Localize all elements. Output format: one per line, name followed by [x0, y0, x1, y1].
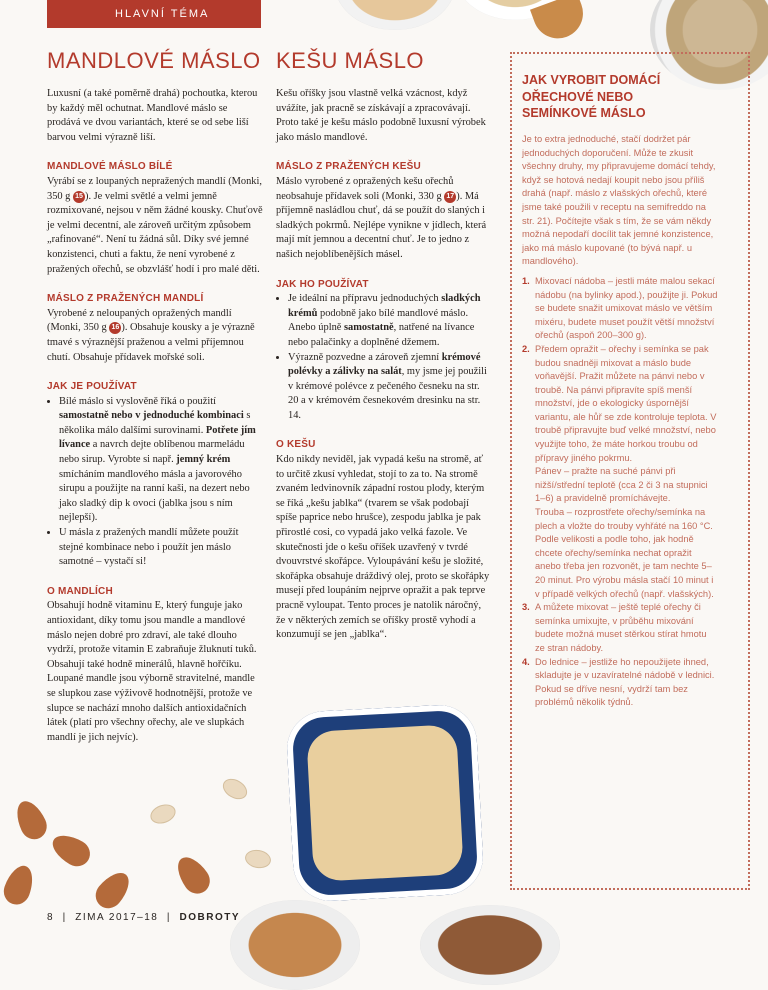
cashew-image: [244, 848, 273, 870]
magazine-name: DOBROTY: [179, 912, 241, 923]
almond-image: [90, 866, 136, 913]
list-item: • Výrazně pozvedne a zároveň zjemní krémové polévky a zálivky na salát, my jsme jej použili v krémové polévce z pečeného česneku na str. 20 a v krémovém česnekovém dresinku na str. 14.: [288, 351, 492, 424]
list-item: • U másla z pražených mandlí můžete použít stejné kombinace nebo i použít jen máslo samotné – vystačí si!: [59, 526, 263, 570]
almond-image: [11, 796, 51, 843]
paragraph: Kdo nikdy neviděl, jak vypadá kešu na stromě, ať to určitě zkusí vyhledat, stojí to za to. Na stromě zvaném ledvinovník západní rostou plody, kterým se říká „kešu jablka“ (tvarem se však podobají spíše paprice nebo hrušce), zespodu jablka je pak přirostlé cosi, co vypadá jako velká fazole. Ve skutečnosti jde o kešu oříšek uzavřený v tvrdé dvouvrstvé skořápce. Vyloupávání kešu je složité, skořápka obsahuje dráždivý olej, proto se skořápky musejí před loupáním nejprve opražit a pak teprve pracně vyloupat. Tento proces je natolik náročný, že v některých zemích se oříšky prostě vyhodí a konzumují se jen „jablka“.: [276, 454, 490, 641]
cashew-butter-dish-image: [285, 703, 485, 903]
section-heading: JAK HO POUŽÍVAT: [276, 278, 369, 290]
section-heading: JAK JE POUŽÍVAT: [47, 381, 137, 393]
intro-text: Luxusní (a také poměrně drahá) pochoutka, kterou by každý měl ochutnat. Mandlové máslo se prodává ve dvou variantách, které se od sebe liší barvou velmi výrazně liší.: [47, 88, 258, 143]
step-item: Pánev – pražte na suché pánvi při nižší/střední teplotě (cca 2 či 3 na stupnici 1–6) a pravidelně promíchávejte.: [535, 466, 708, 504]
paragraph: Obsahují hodně vitaminu E, který funguje jako antioxidant, díky tomu jsou mandle a mandlové máslo nejen dobré pro zdraví, ale také dlouho vydrží, protože vitamin E zabraňuje žluknutí tuků. Obsahují také hodně minerálů, hlavně hořčíku. Loupané mandle jsou výborně stravitelné, mandle se slupkou zase výživově hodnotnější, protože ve slupce se nachází mnoho dalších antioxidačních látek (platí pro všechny ořechy, ale ve slupkách mandlí je jich nejvíc).: [47, 600, 257, 743]
page-number: 8: [47, 912, 55, 923]
almond-image: [171, 851, 215, 899]
page-footer: 8 | ZIMA 2017–18 | DOBROTY: [47, 912, 241, 923]
article-title-cashew: KEŠU MÁSLO: [276, 48, 425, 73]
spoon-image: [530, 0, 590, 45]
paragraph: Vyrábí se z loupaných nepražených mandlí (Monki, 350 g 15 ). Je velmi světlé a velmi jemně rozmixované, nejsou v něm žádné kousky. Chuťově je velmi decentní, ale zároveň určitým způsobem „rafinované“. Není tu žádná sůl. Díky své jemné konzistenci, chuti a faktu, že není vyrobené z pražených ořechů, se obzvlášť hodí i pro malé děti.: [47, 175, 263, 275]
bowl-image: [230, 900, 360, 990]
almond-image: [0, 862, 38, 908]
section-tag: HLAVNÍ TÉMA: [47, 0, 261, 28]
step-item: 1. Mixovací nádoba – jestli máte malou sekací nádobu (na bylinky apod.), použijte ji. Pokud se budete snažit umixovat máslo ve větším mixéru, budete muset použít větší množství ořechů (aspoň 200–300 g).: [522, 275, 718, 341]
column-almond: [47, 87, 263, 745]
list-item: • Je ideální na přípravu jednoduchých sladkých krémů podobně jako bílé mandlové máslo. Anebo úplně samostatně, natřené na lívance nebo palačinky a doplněné džemem.: [288, 292, 492, 350]
section-heading: O KEŠU: [276, 439, 316, 451]
list-item: • Bílé máslo si vyslověně říká o použití samostatně nebo v jednoduché kombinaci s několika málo dalšími surovinami. Potřete jím lívance a navrch dejte oblíbenou marmeládu nebo sirup. Vyrobte si např. jemný krém smícháním mandlového másla a javorového sirupu a použijte na ranní kaši, na dezert nebo jako sladký dip k ovoci (jablka jsou s ním nejlepší).: [59, 395, 263, 526]
product-number-badge: 15: [73, 191, 85, 203]
section-heading: O MANDLÍCH: [47, 585, 113, 597]
column-cashew: [276, 87, 492, 643]
usage-list: [276, 292, 492, 423]
info-box-body: [522, 133, 718, 710]
steps-list: [522, 275, 718, 710]
info-box-intro: Je to extra jednoduché, stačí dodržet pár jednoduchých doporučení. Může te zkusit všechny druhy, my připravujeme domácí tehdy, když se hotová nedají koupit nebo jsou příliš drahá (např. máslo z vlašských ořechů, které jsme také použili v receptu na semifreddo na str. 21). Počítejte však s tím, že se vám někdy možná nepodaří docílit tak jemné konzistence, jako má máslo kupované (to bývá např. u mandlového).: [522, 134, 716, 267]
bowl-image: [420, 905, 560, 985]
cashew-image: [148, 801, 179, 827]
product-number-badge: 16: [109, 322, 121, 334]
almond-image: [47, 829, 95, 872]
cashew-image: [219, 775, 251, 804]
step-item: 2. Předem opražit – ořechy i semínka se pak budou snadněji mixovat a máslo bude voňavější. Pražit můžete na pánvi nebo v troubě. Na pánvi připravíte spíš menší množství, jde o ekologicky úspornější variantu, ale hůř se zde kontroluje teplota. V troubě připravujte buď velké množství, nebo využijte toho, že máte horkou troubu od přípravy jiného pokrmu.: [522, 343, 717, 463]
step-item: 3. A můžete mixovat – ještě teplé ořechy či semínka umixujte, v průběhu mixování budete možná muset stěrkou stírat hmotu ze stran nádoby.: [522, 602, 707, 653]
section-heading: MANDLOVÉ MÁSLO BÍLÉ: [47, 161, 173, 173]
info-box-title: JAK VYROBIT DOMÁCÍ OŘECHOVÉ NEBO SEMÍNKOVÉ MÁSLO: [522, 73, 661, 120]
bowl-image: [335, 0, 455, 30]
step-item: Trouba – rozprostřete ořechy/semínka na plech a vložte do trouby vyhřáté na 160 °C. Podle velikosti a podle toho, jak hodně chcete ořechy/semínka nechat opražit anebo třeba jen rozvonět, je tam nechte 5–20 minut. Pro výrobu másla stačí 10 minut i v případě velkých ořechů (např. vlašských).: [535, 507, 714, 599]
paragraph: Máslo vyrobené z opražených kešu ořechů neobsahuje přídavek soli (Monki, 330 g 17 ). Má příjemně nasládlou chuť, dá se použít do slaných i sladkých pokrmů. Nejlépe vynikne v jídlech, která mají mít jemnou a decentní chuť. Je to jedno z našich nejoblíbenějších másel.: [276, 175, 487, 260]
paragraph: Vyrobené z neloupaných opražených mandlí (Monki, 350 g 16 ). Obsahuje kousky a je výrazně tmavé s výraznější praženou a velmi příjemnou chutí. Obsahuje přídavek mořské soli.: [47, 307, 255, 363]
usage-list: [47, 395, 263, 570]
section-heading: MÁSLO Z PRAŽENÝCH MANDLÍ: [47, 293, 204, 305]
product-number-badge: 17: [444, 191, 456, 203]
intro-text: Kešu oříšky jsou vlastně velká vzácnost, když uvážíte, jak pracně se získávají a zpracovávají. Proto také je kešu máslo podobně luxusní výrobek jako máslo mandlové.: [276, 88, 486, 143]
article-title-almond: MANDLOVÉ MÁSLO: [47, 48, 261, 73]
issue: ZIMA 2017–18: [75, 912, 159, 923]
section-heading: MÁSLO Z PRAŽENÝCH KEŠU: [276, 161, 421, 173]
step-item: 4. Do lednice – jestliže ho nepoužijete ihned, skladujte je v uzavíratelné nádobě v lednici. Pokud se dříve nesní, vydrží tam bez problémů několik týdnů.: [522, 656, 715, 708]
